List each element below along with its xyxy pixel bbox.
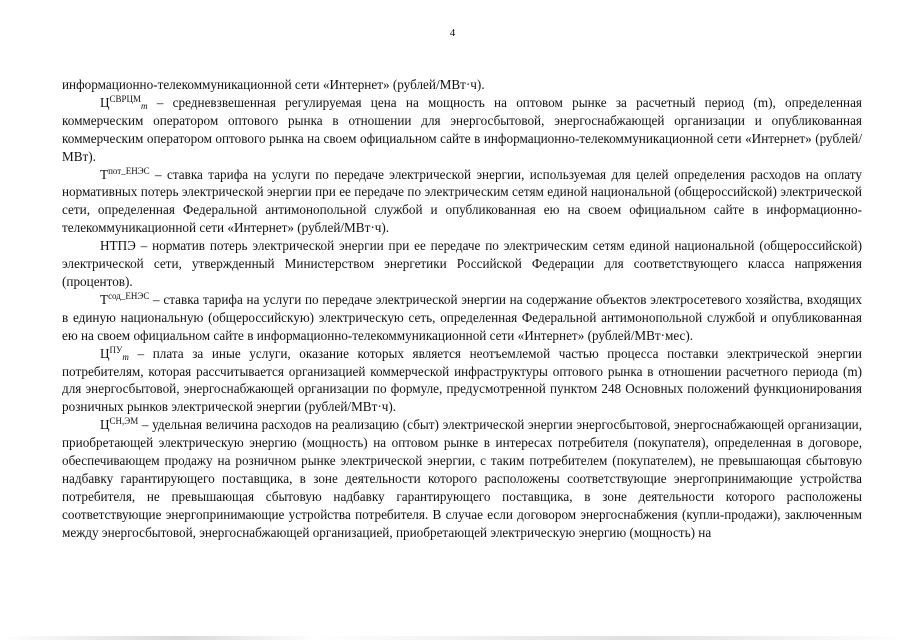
paragraph-text: – плата за иные услуги, оказание которых является неотъемлемой частью процесса поставки электрической энергии потребителям, которая рассчитывается организацией коммерческой инфраструктуры оптового рынка в отношении расчетного периода (m) для энергосбытовой, энергоснабжающей организации по формуле, предусмотренной пунктом 248 Основных положений функционирования розничных рынков электрической энергии (рублей/МВт·ч). <box>62 345 862 415</box>
formula-symbol: $Т^{сод\_ЕНЭС}$ <box>100 290 150 307</box>
paragraph-losses-tariff <box>62 166 862 238</box>
paragraph-svrcm-price <box>62 94 862 166</box>
paragraph-text: информационно-телекоммуникационной сети «Интернет» (рублей/МВт·ч). <box>62 77 485 92</box>
paragraph-other-services <box>62 345 862 417</box>
scan-edge <box>0 636 905 640</box>
formula-symbol: $Ц^{СН,ЭМ}$ <box>100 416 139 433</box>
paragraph-text: – ставка тарифа на услуги по передаче электрической энергии на содержание объектов электросетевого хозяйства, входящих в единую национальную (общероссийскую) электрическую сеть, определенная Федеральной антимонопольной службой и опубликованная ею на своем официальном сайте в информационно-телекоммуникационной сети «Интернет» (рублей/МВт·мес). <box>62 291 862 343</box>
paragraph-text: – ставка тарифа на услуги по передаче электрической энергии, используемая для целей определения расходов на оплату нормативных потерь электрической энергии при ее передаче по электрическим сетям единой национальной (общероссийской) электрической сети, определенная Федеральной антимонопольной службой и опубликованная ею на своем официальном сайте в информационно-телекоммуникационной сети «Интернет» (рублей/МВт·ч). <box>62 166 862 236</box>
paragraph-text: – средневзвешенная регулируемая цена на мощность на оптовом рынке за расчетный период (m), определенная коммерческим оператором оптового рынка в отношении для энергосбытовой, энергоснабжающей организации и опубликованная коммерческим оператором оптового рынка на своем официальном сайте в информационно-телекоммуникационной сети «Интернет» (рублей/МВт). <box>62 94 862 164</box>
paragraph-continuation <box>62 76 862 94</box>
paragraph-text: НТПЭ – норматив потерь электрической энергии при ее передаче по электрическим сетям единой национальной (общероссийской) электрической сети, утвержденный Министерством энергетики Российской Федерации для соответствующего класса напряжения (процентов). <box>62 238 862 289</box>
paragraph-maintenance-tariff <box>62 291 862 345</box>
paragraph-text: – удельная величина расходов на реализацию (сбыт) электрической энергии энергосбытовой, энергоснабжающей организации, приобретающей электрическую энергию (мощность) на оптовом рынке в интересах потребителя (покупателя), определенная в договоре, обеспечивающем продажу на розничном рынке электрической энергии, с таким потребителем (покупателем), не превышающая сбытовую надбавку гарантирующего поставщика, в зоне деятельности которого расположены соответствующие энергопринимающие устройства потребителя, не превышающая сбытовую надбавку гарантирующего поставщика, в зоне деятельности которого расположены соответствующие энергопринимающие устройства потребителя. В случае если договором энергоснабжения (купли-продажи), заключенным между энергосбытовой, энергоснабжающей организацией, приобретающей электрическую энергию (мощность) на <box>62 417 862 540</box>
document-body <box>62 76 862 542</box>
paragraph-sales-costs <box>62 416 862 541</box>
paragraph-ntpe <box>62 237 862 291</box>
page-number: 4 <box>449 27 456 39</box>
formula-symbol: $Ц^{СВРЦМ}_m$ <box>100 93 148 111</box>
formula-symbol: $Ц^{ПУ}_m$ <box>100 344 129 362</box>
formula-symbol: $Т^{пот\_ЕНЭС}$ <box>100 165 150 182</box>
